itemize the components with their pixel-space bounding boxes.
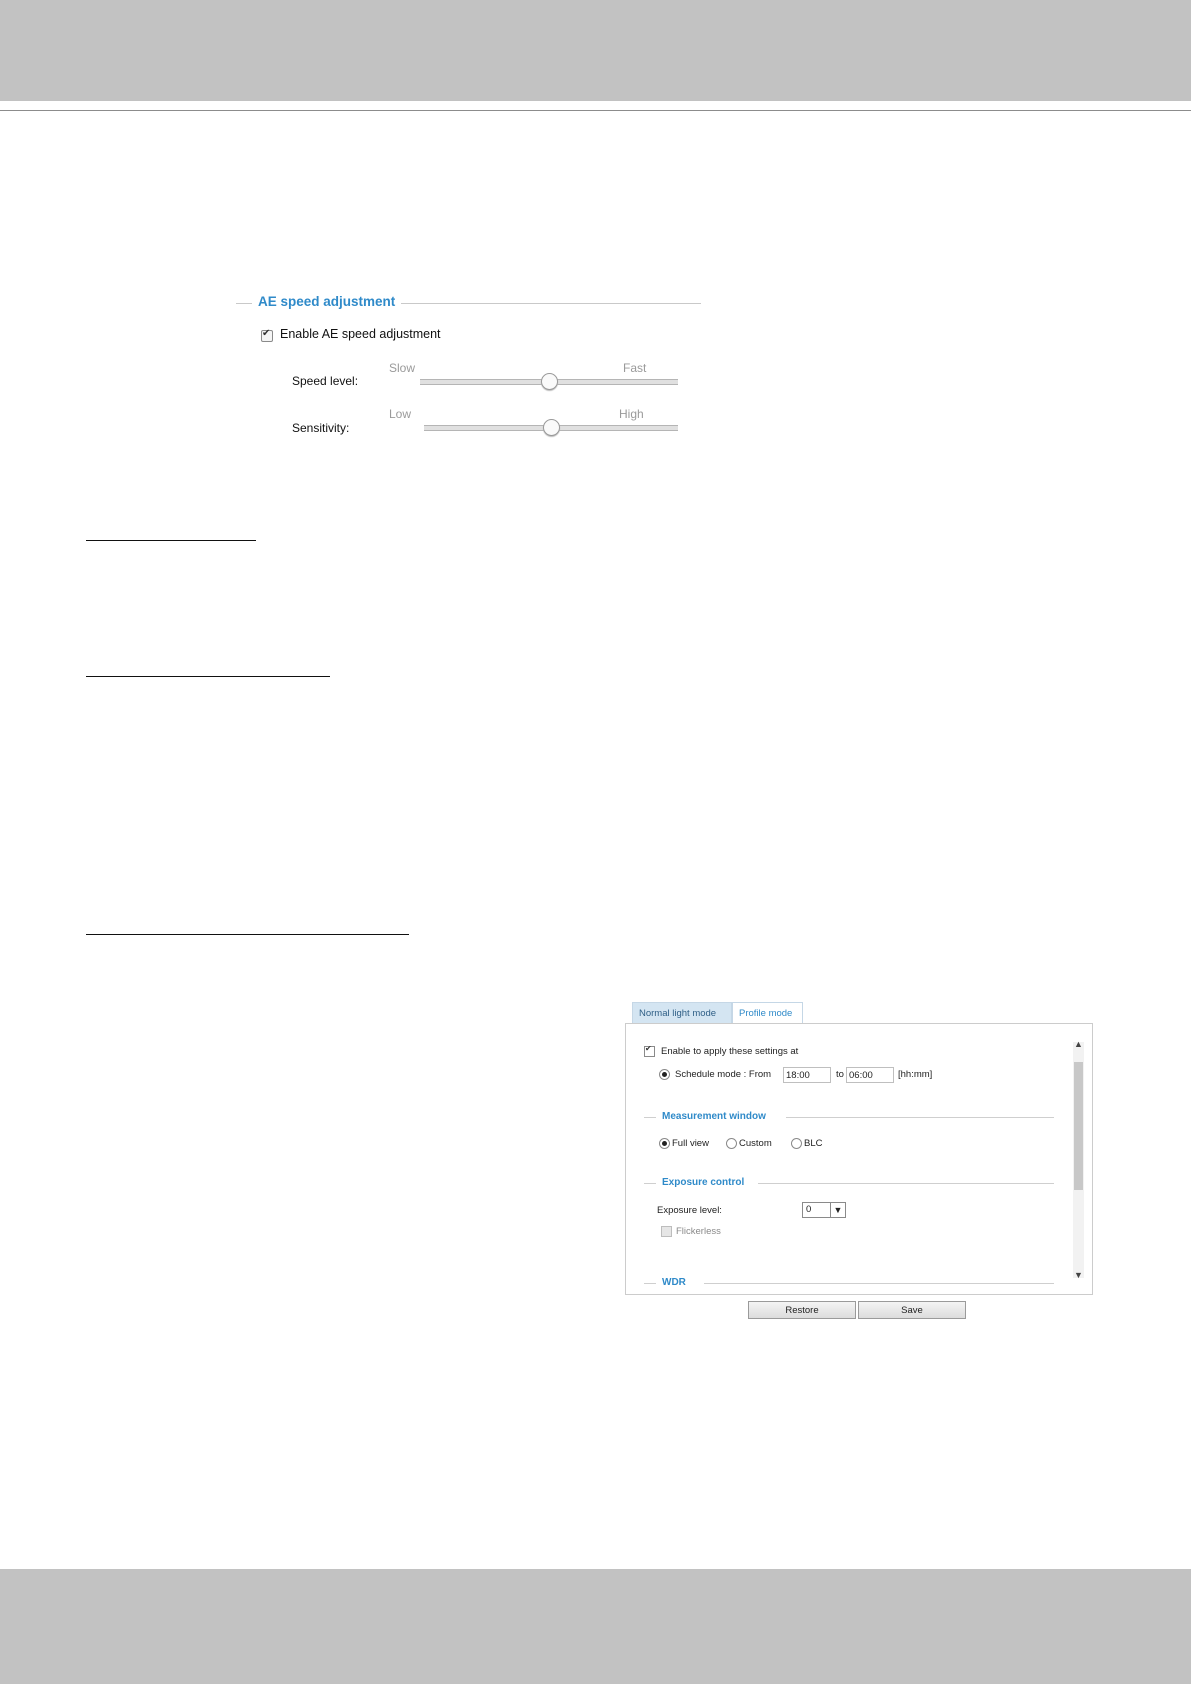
flickerless-checkbox[interactable]	[661, 1226, 672, 1237]
page-header-band	[0, 0, 1191, 101]
speed-min-label: Slow	[389, 361, 416, 375]
save-button[interactable]: Save	[858, 1301, 966, 1319]
apply-settings-label: Enable to apply these settings at	[661, 1046, 799, 1057]
tab-profile-mode[interactable]: Profile mode	[732, 1002, 803, 1024]
ae-speed-panel	[236, 288, 736, 468]
sensitivity-slider-handle[interactable]	[543, 419, 560, 436]
chevron-up-icon[interactable]: ▲	[1074, 1039, 1083, 1049]
sensitivity-label: Sensitivity:	[292, 421, 350, 435]
exposure-control-title: Exposure control	[662, 1177, 745, 1188]
schedule-mode-label: Schedule mode : From	[675, 1069, 772, 1080]
to-time-input[interactable]: 06:00	[846, 1067, 894, 1083]
measurement-window-title: Measurement window	[662, 1111, 766, 1122]
legend-line-left	[236, 303, 252, 304]
enable-ae-speed-checkbox[interactable]	[261, 330, 273, 342]
wdr-line-left	[644, 1283, 656, 1284]
enable-ae-speed-label: Enable AE speed adjustment	[280, 327, 441, 341]
ae-speed-title: AE speed adjustment	[258, 294, 396, 309]
full-view-radio[interactable]	[659, 1138, 670, 1149]
wdr-title: WDR	[662, 1277, 686, 1288]
settings-scrollbar[interactable]	[1073, 1039, 1084, 1280]
blc-label: BLC	[804, 1138, 823, 1149]
exposure-level-value: 0	[806, 1204, 812, 1215]
measurement-line-left	[644, 1117, 656, 1118]
tab-normal-light-mode[interactable]: Normal light mode	[632, 1002, 732, 1024]
blc-radio[interactable]	[791, 1138, 802, 1149]
speed-level-slider-handle[interactable]	[541, 373, 558, 390]
section-heading-underline-2	[86, 676, 330, 677]
measurement-line-right	[786, 1117, 1054, 1118]
to-label: to	[836, 1069, 844, 1080]
page-footer-band	[0, 1569, 1191, 1684]
custom-label: Custom	[739, 1138, 772, 1149]
full-view-label: Full view	[672, 1138, 709, 1149]
exposure-line-left	[644, 1183, 656, 1184]
legend-line-right	[401, 303, 701, 304]
profile-settings-panel	[625, 1023, 1093, 1295]
profile-mode-screenshot	[625, 999, 1097, 1331]
sensitivity-max-label: High	[619, 407, 644, 421]
custom-radio[interactable]	[726, 1138, 737, 1149]
section-heading-underline-3	[86, 934, 409, 935]
chevron-down-icon[interactable]: ▼	[1074, 1270, 1083, 1280]
sensitivity-min-label: Low	[389, 407, 412, 421]
schedule-mode-radio[interactable]	[659, 1069, 670, 1080]
chevron-down-icon: ▼	[830, 1203, 845, 1217]
from-time-input[interactable]: 18:00	[783, 1067, 831, 1083]
wdr-line-right	[704, 1283, 1054, 1284]
speed-max-label: Fast	[623, 361, 647, 375]
exposure-level-label: Exposure level:	[657, 1205, 722, 1216]
restore-button[interactable]: Restore	[748, 1301, 856, 1319]
flickerless-label: Flickerless	[676, 1226, 721, 1237]
section-heading-underline-1	[86, 540, 256, 541]
speed-level-label: Speed level:	[292, 374, 359, 388]
exposure-line-right	[758, 1183, 1054, 1184]
time-format-hint: [hh:mm]	[898, 1069, 933, 1080]
scrollbar-thumb[interactable]	[1074, 1062, 1083, 1190]
apply-settings-checkbox[interactable]	[644, 1046, 655, 1057]
exposure-level-select[interactable]	[802, 1202, 846, 1218]
header-divider	[0, 110, 1191, 111]
